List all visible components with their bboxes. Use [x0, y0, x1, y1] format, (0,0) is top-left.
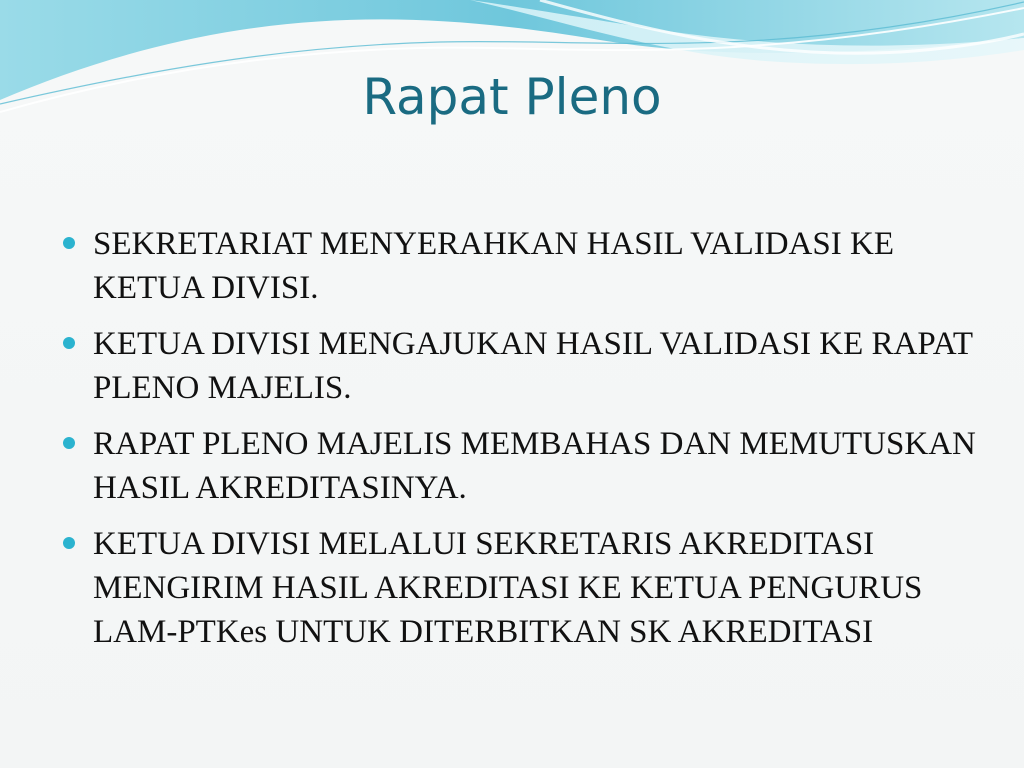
slide-title: Rapat Pleno	[362, 68, 662, 126]
bullet-dot-icon	[63, 337, 75, 349]
bullet-text: KETUA DIVISI MENGAJUKAN HASIL VALIDASI KE RAPAT PLENO MAJELIS.	[93, 326, 973, 406]
bullet-text: SEKRETARIAT MENYERAHKAN HASIL VALIDASI KE KETUA DIVISI.	[93, 226, 894, 306]
bullet-item	[60, 322, 980, 410]
bullet-item	[60, 422, 980, 510]
bullet-dot-icon	[63, 537, 75, 549]
bullet-item	[60, 522, 980, 654]
bullet-text: KETUA DIVISI MELALUI SEKRETARIS AKREDITASI MENGIRIM HASIL AKREDITASI KE KETUA PENGURUS LAM-PTKes UNTUK DITERBITKAN SK AKREDITASI	[93, 526, 923, 650]
bullet-dot-icon	[63, 237, 75, 249]
bullet-list	[60, 222, 980, 666]
bullet-item	[60, 222, 980, 310]
bullet-text: RAPAT PLENO MAJELIS MEMBAHAS DAN MEMUTUSKAN HASIL AKREDITASINYA.	[93, 426, 976, 506]
bullet-dot-icon	[63, 437, 75, 449]
